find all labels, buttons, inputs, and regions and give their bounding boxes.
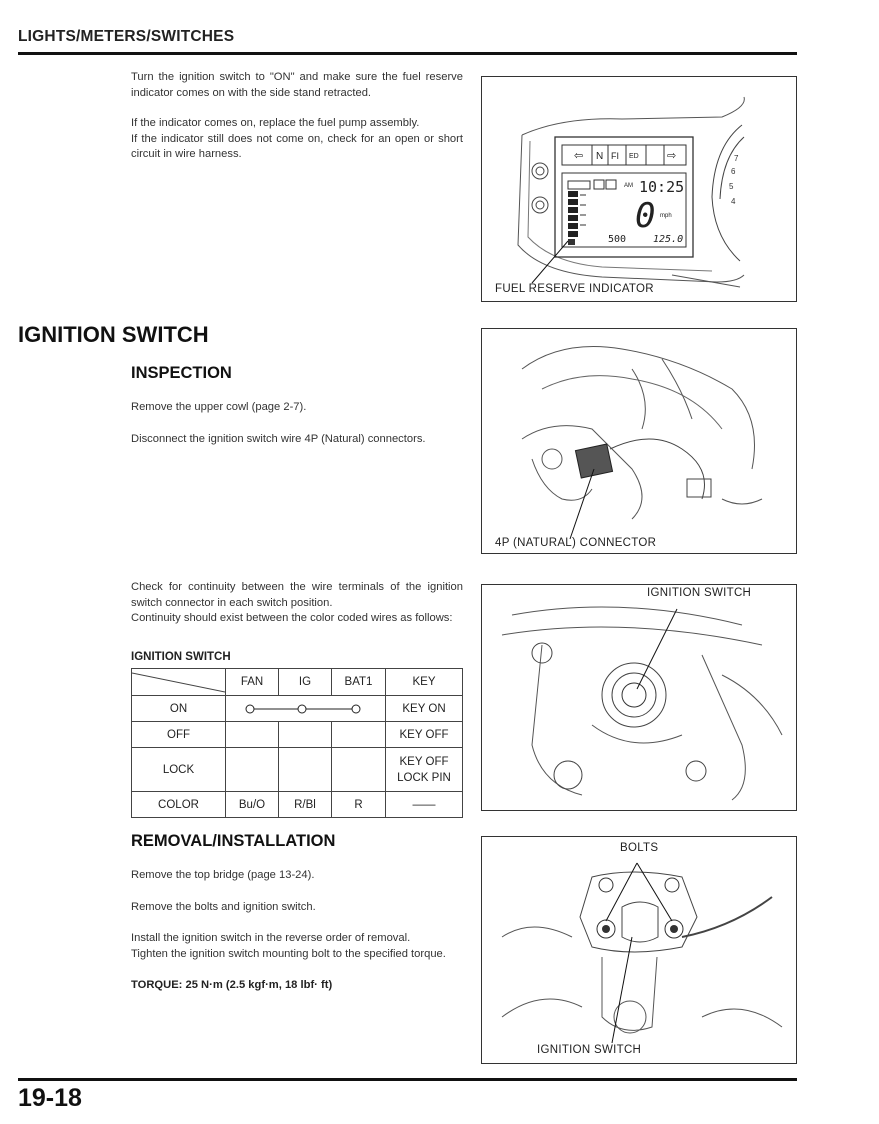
connector-figure <box>481 328 797 554</box>
inspection-heading: INSPECTION <box>131 364 232 382</box>
empty-cell <box>279 722 332 748</box>
fuel-reserve-text <box>131 70 463 163</box>
tach-digit-7: 7 <box>734 154 739 163</box>
bolts-drawing <box>482 837 796 1063</box>
odometer-readout: 500 <box>608 234 627 245</box>
ignition-switch-title: IGNITION SWITCH <box>18 322 209 347</box>
color-bat1: R <box>332 792 386 818</box>
key-lock-line-2: LOCK PIN <box>397 771 451 784</box>
key-off-cell: KEY OFF <box>386 722 463 748</box>
table-row <box>132 748 463 792</box>
nav-left-arrow: ⇦ <box>574 149 584 162</box>
ignition-switch-drawing <box>482 585 796 810</box>
tach-digit-4: 4 <box>731 197 736 206</box>
clock-am-label: AM <box>624 183 633 189</box>
col-fan: FAN <box>226 669 279 696</box>
color-key: —— <box>386 792 463 818</box>
key-lock-line-1: KEY OFF <box>399 755 449 768</box>
key-on-cell: KEY ON <box>386 696 463 722</box>
removal-paragraph-1: Remove the top bridge (page 13-24). <box>131 869 315 881</box>
row-label-on: ON <box>132 696 226 722</box>
neutral-indicator: N <box>596 151 604 162</box>
continuity-paragraph-2: Continuity should exist between the color coded wires as follows: <box>131 612 453 624</box>
empty-cell <box>279 748 332 792</box>
footer-rule <box>18 1078 797 1081</box>
fuel-paragraph-3: If the indicator still does not come on, check for an open or short circuit in wire harness. <box>131 132 463 160</box>
corner-diagonal <box>132 669 225 696</box>
page-header-title: LIGHTS/METERS/SWITCHES <box>18 28 235 45</box>
nav-right-arrow: ⇨ <box>667 149 677 162</box>
bolts-figure <box>481 836 797 1064</box>
fuel-paragraph-2: If the indicator comes on, replace the fuel pump assembly. <box>131 117 420 129</box>
headlight-indicator: ED <box>629 153 639 160</box>
table-color-row <box>132 792 463 818</box>
connector-label: 4P (NATURAL) CONNECTOR <box>495 537 657 549</box>
empty-cell <box>332 748 386 792</box>
ignition-switch-bottom-label: IGNITION SWITCH <box>537 1044 642 1056</box>
page-number: 19-18 <box>18 1084 82 1112</box>
speed-readout: 0 <box>635 196 656 236</box>
removal-paragraph-4: Tighten the ignition switch mounting bolt to the specified torque. <box>131 947 446 960</box>
empty-cell <box>226 722 279 748</box>
col-key: KEY <box>386 669 463 696</box>
bolts-label: BOLTS <box>620 842 659 854</box>
fuel-reserve-indicator-label: FUEL RESERVE INDICATOR <box>495 283 654 295</box>
continuity-text <box>131 580 463 627</box>
removal-paragraph-2: Remove the bolts and ignition switch. <box>131 900 316 913</box>
speed-unit: mph <box>660 213 672 219</box>
fuel-reserve-figure <box>481 76 797 302</box>
tach-digit-6: 6 <box>731 167 736 176</box>
table-header-row <box>132 669 463 696</box>
torque-spec: TORQUE: 25 N·m (2.5 kgf·m, 18 lbf· ft) <box>131 979 333 991</box>
fuel-pump-icon <box>568 239 575 245</box>
header-rule <box>18 52 797 55</box>
col-bat1: BAT1 <box>332 669 386 696</box>
continuity-symbol <box>226 697 383 721</box>
color-fan: Bu/O <box>226 792 279 818</box>
fi-indicator: FI <box>611 151 619 161</box>
inspection-paragraph-2: Disconnect the ignition switch wire 4P (Natural) connectors. <box>131 432 426 445</box>
ignition-switch-table <box>131 668 463 818</box>
row-label-color: COLOR <box>132 792 226 818</box>
trip-readout: 125.0 <box>653 234 684 245</box>
fuel-paragraph-1: Turn the ignition switch to "ON" and make sure the fuel reserve indicator comes on with the side stand retracted. <box>131 71 463 99</box>
empty-cell <box>332 722 386 748</box>
continuity-line-on <box>226 696 386 722</box>
row-label-lock: LOCK <box>132 748 226 792</box>
ignition-switch-figure <box>481 584 797 811</box>
table-row <box>132 696 463 722</box>
instrument-cluster-drawing <box>482 77 796 301</box>
row-label-off: OFF <box>132 722 226 748</box>
key-lock-cell <box>386 748 463 792</box>
continuity-paragraph-1: Check for continuity between the wire terminals of the ignition switch connector in each switch position. <box>131 581 463 609</box>
tach-digit-5: 5 <box>729 182 734 191</box>
clock-readout: 10:25 <box>639 178 685 196</box>
inspection-text <box>131 400 463 447</box>
connector-drawing <box>482 329 796 553</box>
empty-cell <box>226 748 279 792</box>
col-ig: IG <box>279 669 332 696</box>
ignition-switch-label: IGNITION SWITCH <box>647 587 752 599</box>
removal-paragraph-3: Install the ignition switch in the reverse order of removal. <box>131 932 411 944</box>
inspection-paragraph-1: Remove the upper cowl (page 2-7). <box>131 401 307 413</box>
removal-text <box>131 868 463 994</box>
removal-heading: REMOVAL/INSTALLATION <box>131 832 336 850</box>
color-ig: R/Bl <box>279 792 332 818</box>
corner-cell <box>132 669 226 696</box>
switch-table-title: IGNITION SWITCH <box>131 651 231 663</box>
table-row <box>132 722 463 748</box>
